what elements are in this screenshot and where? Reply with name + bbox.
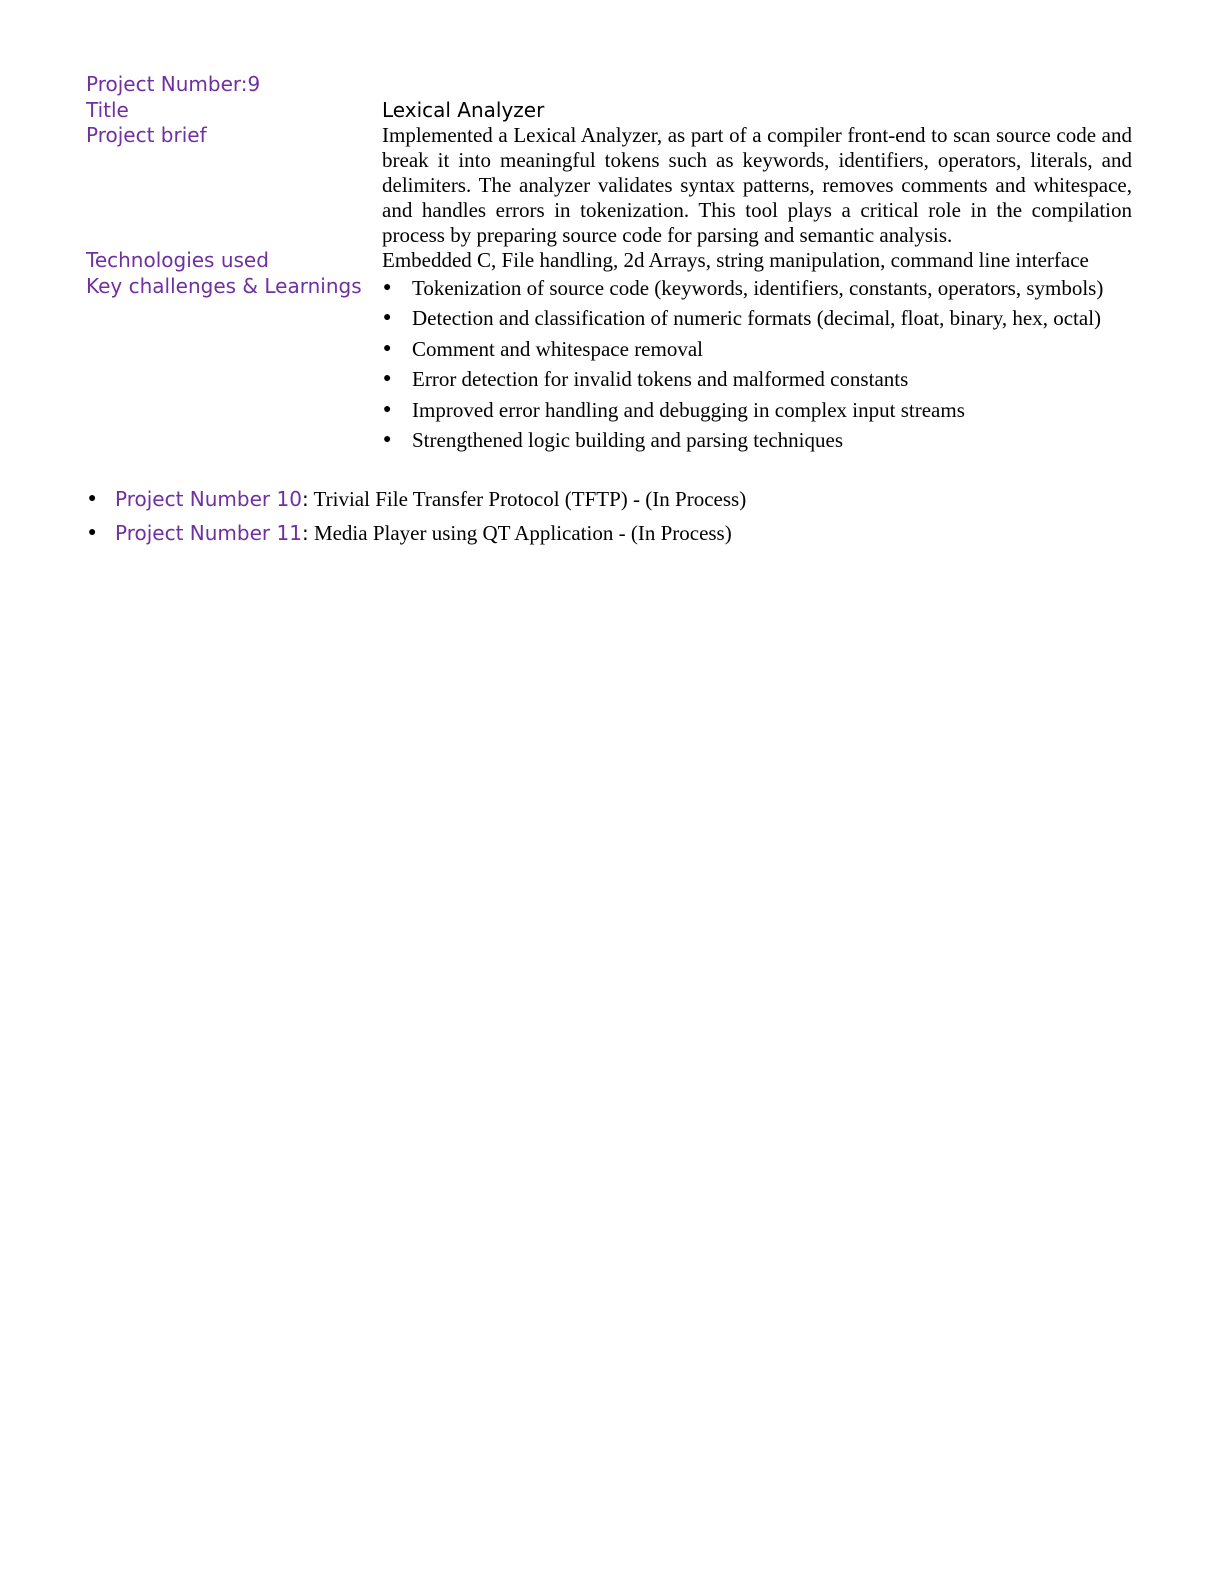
bullet-icon: ● (383, 310, 392, 326)
title-row (86, 98, 1132, 123)
bullet-icon: ● (383, 340, 392, 356)
brief-value: Implemented a Lexical Analyzer, as part of a compiler front-end to scan source code and break it into meaningful tokens such as keywords, identifiers, operators, literals, and delimiters. The analyzer validates syntax patterns, removes comments and whitespace, and handles errors in tokenization. This tool plays a critical role in the compilation process by preparing source code for parsing and semantic analysis. (382, 123, 1132, 247)
list-item: ● Error detection for invalid tokens and malformed constants (382, 364, 1132, 394)
title-value: Lexical Analyzer (382, 98, 545, 122)
separator: : (301, 520, 309, 545)
title-label: Title (86, 98, 129, 122)
list-item: ● Comment and whitespace removal (382, 334, 1132, 364)
learnings-label: Key challenges & Learnings (86, 274, 362, 298)
other-project-item (88, 484, 746, 518)
technologies-value: Embedded C, File handling, 2d Arrays, string manipulation, command line interface (382, 248, 1089, 272)
other-project-item (88, 518, 746, 552)
bullet-icon: ● (88, 491, 97, 506)
bullet-icon: ● (383, 401, 392, 417)
project-description: Media Player using QT Application - (In Process) (308, 520, 732, 545)
other-projects-list (88, 484, 746, 551)
project-description: Trivial File Transfer Protocol (TFTP) - (In Process) (308, 487, 747, 511)
project-number-label: Project Number:9 (86, 72, 261, 96)
list-item: ● Strengthened logic building and parsing techniques (382, 425, 1132, 455)
technologies-row (86, 248, 1132, 273)
learnings-value (382, 273, 1132, 455)
technologies-label: Technologies used (86, 248, 269, 272)
project-number-10-label: Project Number 10 (115, 487, 302, 511)
bullet-icon: ● (383, 280, 392, 295)
list-item: ● Improved error handling and debugging in complex input streams (382, 395, 1132, 425)
list-item: ● Tokenization of source code (keywords, identifiers, constants, operators, symbols) (382, 273, 1132, 303)
learnings-row (86, 273, 1132, 455)
brief-row (86, 123, 1132, 248)
bullet-icon: ● (88, 524, 97, 540)
bullet-icon: ● (383, 432, 392, 448)
learnings-list (382, 273, 1132, 455)
bullet-icon: ● (383, 371, 392, 387)
project-9-section (86, 70, 1132, 455)
list-item: ● Detection and classification of numeric formats (decimal, float, binary, hex, octal) (382, 303, 1132, 333)
separator: : (301, 487, 309, 511)
brief-label: Project brief (86, 123, 207, 147)
project-number-11-label: Project Number 11 (115, 520, 302, 545)
